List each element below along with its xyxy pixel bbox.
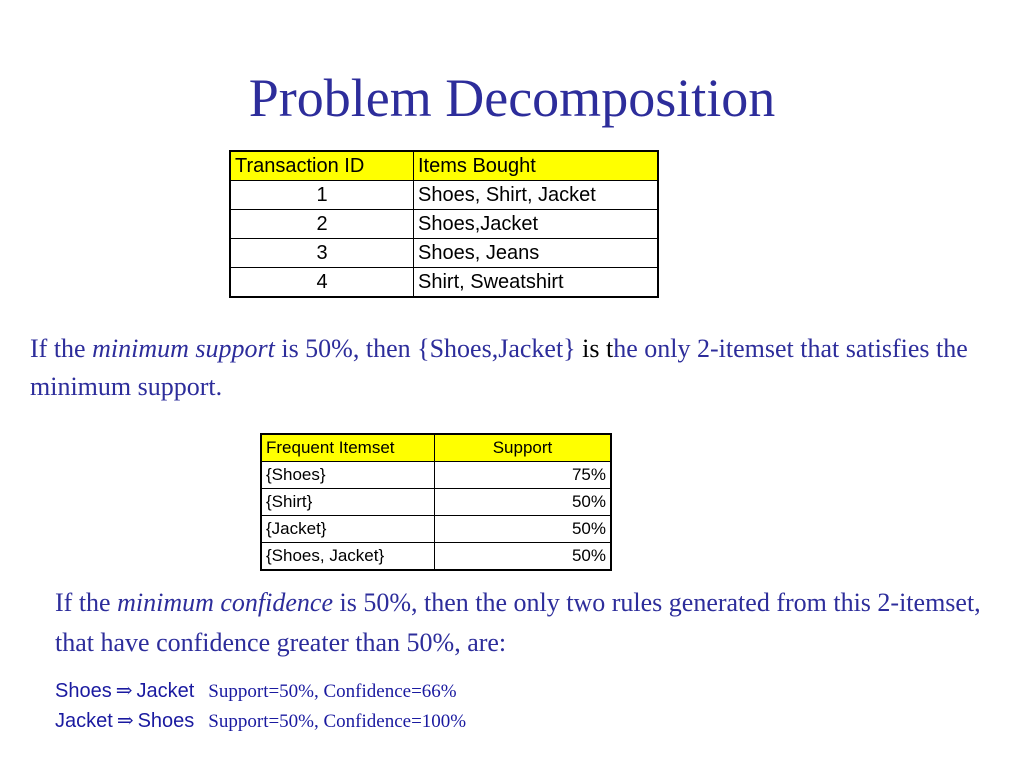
itemset-cell: {Shirt}	[261, 489, 435, 516]
table-row	[261, 516, 611, 543]
transaction-id-cell: 1	[230, 181, 414, 210]
text-span-black: is t	[582, 334, 614, 363]
items-cell: Shoes,Jacket	[414, 210, 659, 239]
items-cell: Shoes, Jeans	[414, 239, 659, 268]
itemset-cell: {Shoes, Jacket}	[261, 543, 435, 571]
table-row	[230, 268, 658, 298]
rule-antecedent: Shoes	[55, 680, 112, 702]
emphasis-minimum-confidence: minimum confidence	[117, 588, 333, 617]
association-rule	[55, 678, 457, 703]
table-row	[230, 210, 658, 239]
table-row	[230, 239, 658, 268]
slide-title: Problem Decomposition	[248, 68, 776, 128]
minimum-support-paragraph	[30, 330, 990, 406]
items-cell: Shirt, Sweatshirt	[414, 268, 659, 298]
frequent-itemset-table	[260, 433, 612, 571]
table-header-row	[230, 151, 658, 181]
rule-stats: Support=50%, Confidence=100%	[208, 711, 467, 732]
implies-arrow-icon: ⇒	[116, 710, 134, 732]
column-header-frequent-itemset: Frequent Itemset	[261, 434, 435, 462]
minimum-confidence-paragraph	[55, 583, 1015, 663]
column-header-items-bought: Items Bought	[414, 151, 659, 181]
transaction-id-cell: 3	[230, 239, 414, 268]
text-span: is 50%, then {Shoes,Jacket}	[274, 334, 583, 363]
emphasis-minimum-support: minimum support	[92, 334, 275, 363]
table-header-row	[261, 434, 611, 462]
implies-arrow-icon: ⇒	[115, 680, 133, 702]
support-cell: 50%	[435, 489, 612, 516]
transaction-id-cell: 4	[230, 268, 414, 298]
itemset-cell: {Jacket}	[261, 516, 435, 543]
items-cell: Shoes, Shirt, Jacket	[414, 181, 659, 210]
text-span: If the	[55, 588, 118, 617]
transaction-id-cell: 2	[230, 210, 414, 239]
text-span: he only 2-itemset that satisfies the minimum support.	[30, 334, 968, 401]
association-rule	[55, 708, 466, 733]
table-row	[230, 181, 658, 210]
rule-consequent: Shoes	[137, 710, 195, 732]
support-cell: 50%	[435, 516, 612, 543]
text-span: If the	[30, 334, 93, 363]
text-span: is 50%, then the only two rules generated from this 2-itemset, that have confidence greater than 50%, are:	[55, 588, 981, 657]
rule-antecedent: Jacket	[55, 710, 113, 732]
rule-stats: Support=50%, Confidence=66%	[208, 681, 457, 702]
rule-consequent: Jacket	[136, 680, 195, 702]
itemset-cell: {Shoes}	[261, 462, 435, 489]
transactions-table	[229, 150, 659, 298]
support-cell: 75%	[435, 462, 612, 489]
column-header-transaction-id: Transaction ID	[230, 151, 414, 181]
column-header-support: Support	[435, 434, 612, 462]
table-row	[261, 489, 611, 516]
table-row	[261, 543, 611, 571]
table-row	[261, 462, 611, 489]
support-cell: 50%	[435, 543, 612, 571]
